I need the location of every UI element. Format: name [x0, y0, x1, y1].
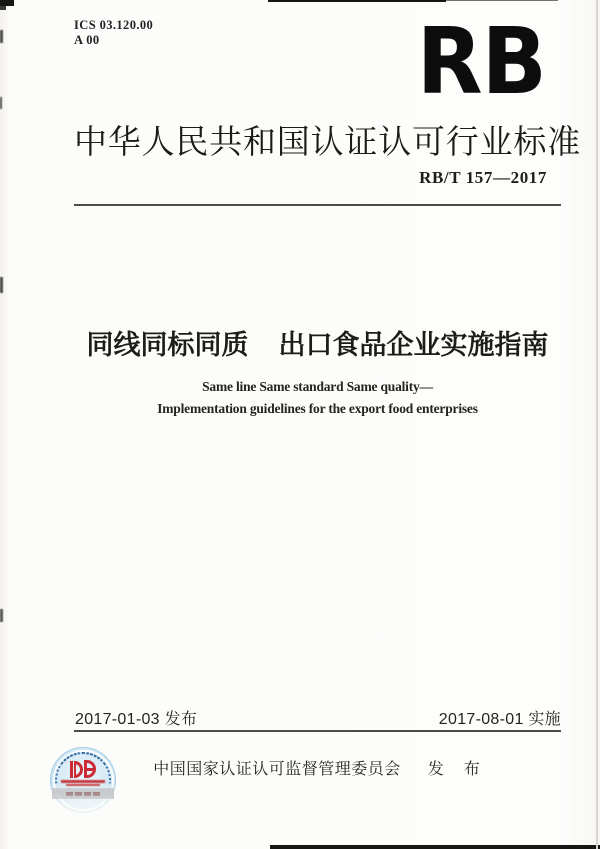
standard-category-title: 中华人民共和国认证认可行业标准: [74, 123, 581, 160]
seal-banner-text-mark: [84, 792, 91, 796]
seal-emblem-b-shape: [84, 760, 96, 778]
scan-artifact-left-edge-1: [0, 30, 3, 43]
rb-standard-logo: RB: [416, 8, 546, 115]
scan-artifact-left-edge-2: [0, 97, 2, 109]
publisher-line: [74, 756, 561, 779]
title-en-line1: Same line Same standard Same quality—: [202, 379, 433, 394]
issue-date: 2017-01-03 发布: [75, 711, 198, 728]
seal-banner-text-mark: [66, 792, 73, 796]
seal-red-text-line-1: [61, 780, 105, 783]
seal-red-text-line-2: [66, 784, 100, 786]
scan-artifact-top-edge-line: [268, 0, 446, 2]
scan-artifact-left-edge-4: [0, 609, 3, 622]
header-divider-rule: [74, 204, 561, 206]
ics-code: ICS 03.120.00: [74, 18, 154, 32]
scan-artifact-top-left-corner-2: [0, 6, 6, 10]
seal-emblem-d-shape: [74, 761, 83, 778]
footer-divider-rule: [74, 730, 561, 732]
seal-banner-text-mark: [93, 792, 100, 796]
seal-red-emblem: [70, 760, 96, 778]
scan-artifact-right-edge-line: [596, 0, 598, 849]
title-cn-part2: 出口食品企业实施指南: [278, 330, 549, 360]
issuing-body: 中国国家认证认可监督管理委员会: [153, 761, 401, 778]
seal-gray-banner: [52, 788, 114, 799]
standard-number: RB/T 157—2017: [419, 168, 547, 187]
scan-artifact-left-edge-3: [0, 277, 3, 293]
document-title-english: [74, 376, 561, 420]
ics-group-code: A 00: [74, 32, 100, 47]
seal-emblem-bar: [70, 761, 73, 778]
scan-artifact-bottom-edge: [270, 845, 600, 849]
watermark-seal: [50, 747, 116, 813]
scan-artifact-top-edge-line-2: [446, 0, 558, 1]
publish-label: 发 布: [427, 761, 482, 778]
implementation-date: 2017-08-01 实施: [438, 711, 561, 728]
document-title-chinese: [74, 323, 561, 362]
ics-classification: [74, 18, 153, 48]
title-cn-part1: 同线同标同质: [86, 330, 249, 360]
seal-banner-text-mark: [75, 792, 82, 796]
title-en-line2: Implementation guidelines for the export food enterprises: [157, 401, 478, 416]
